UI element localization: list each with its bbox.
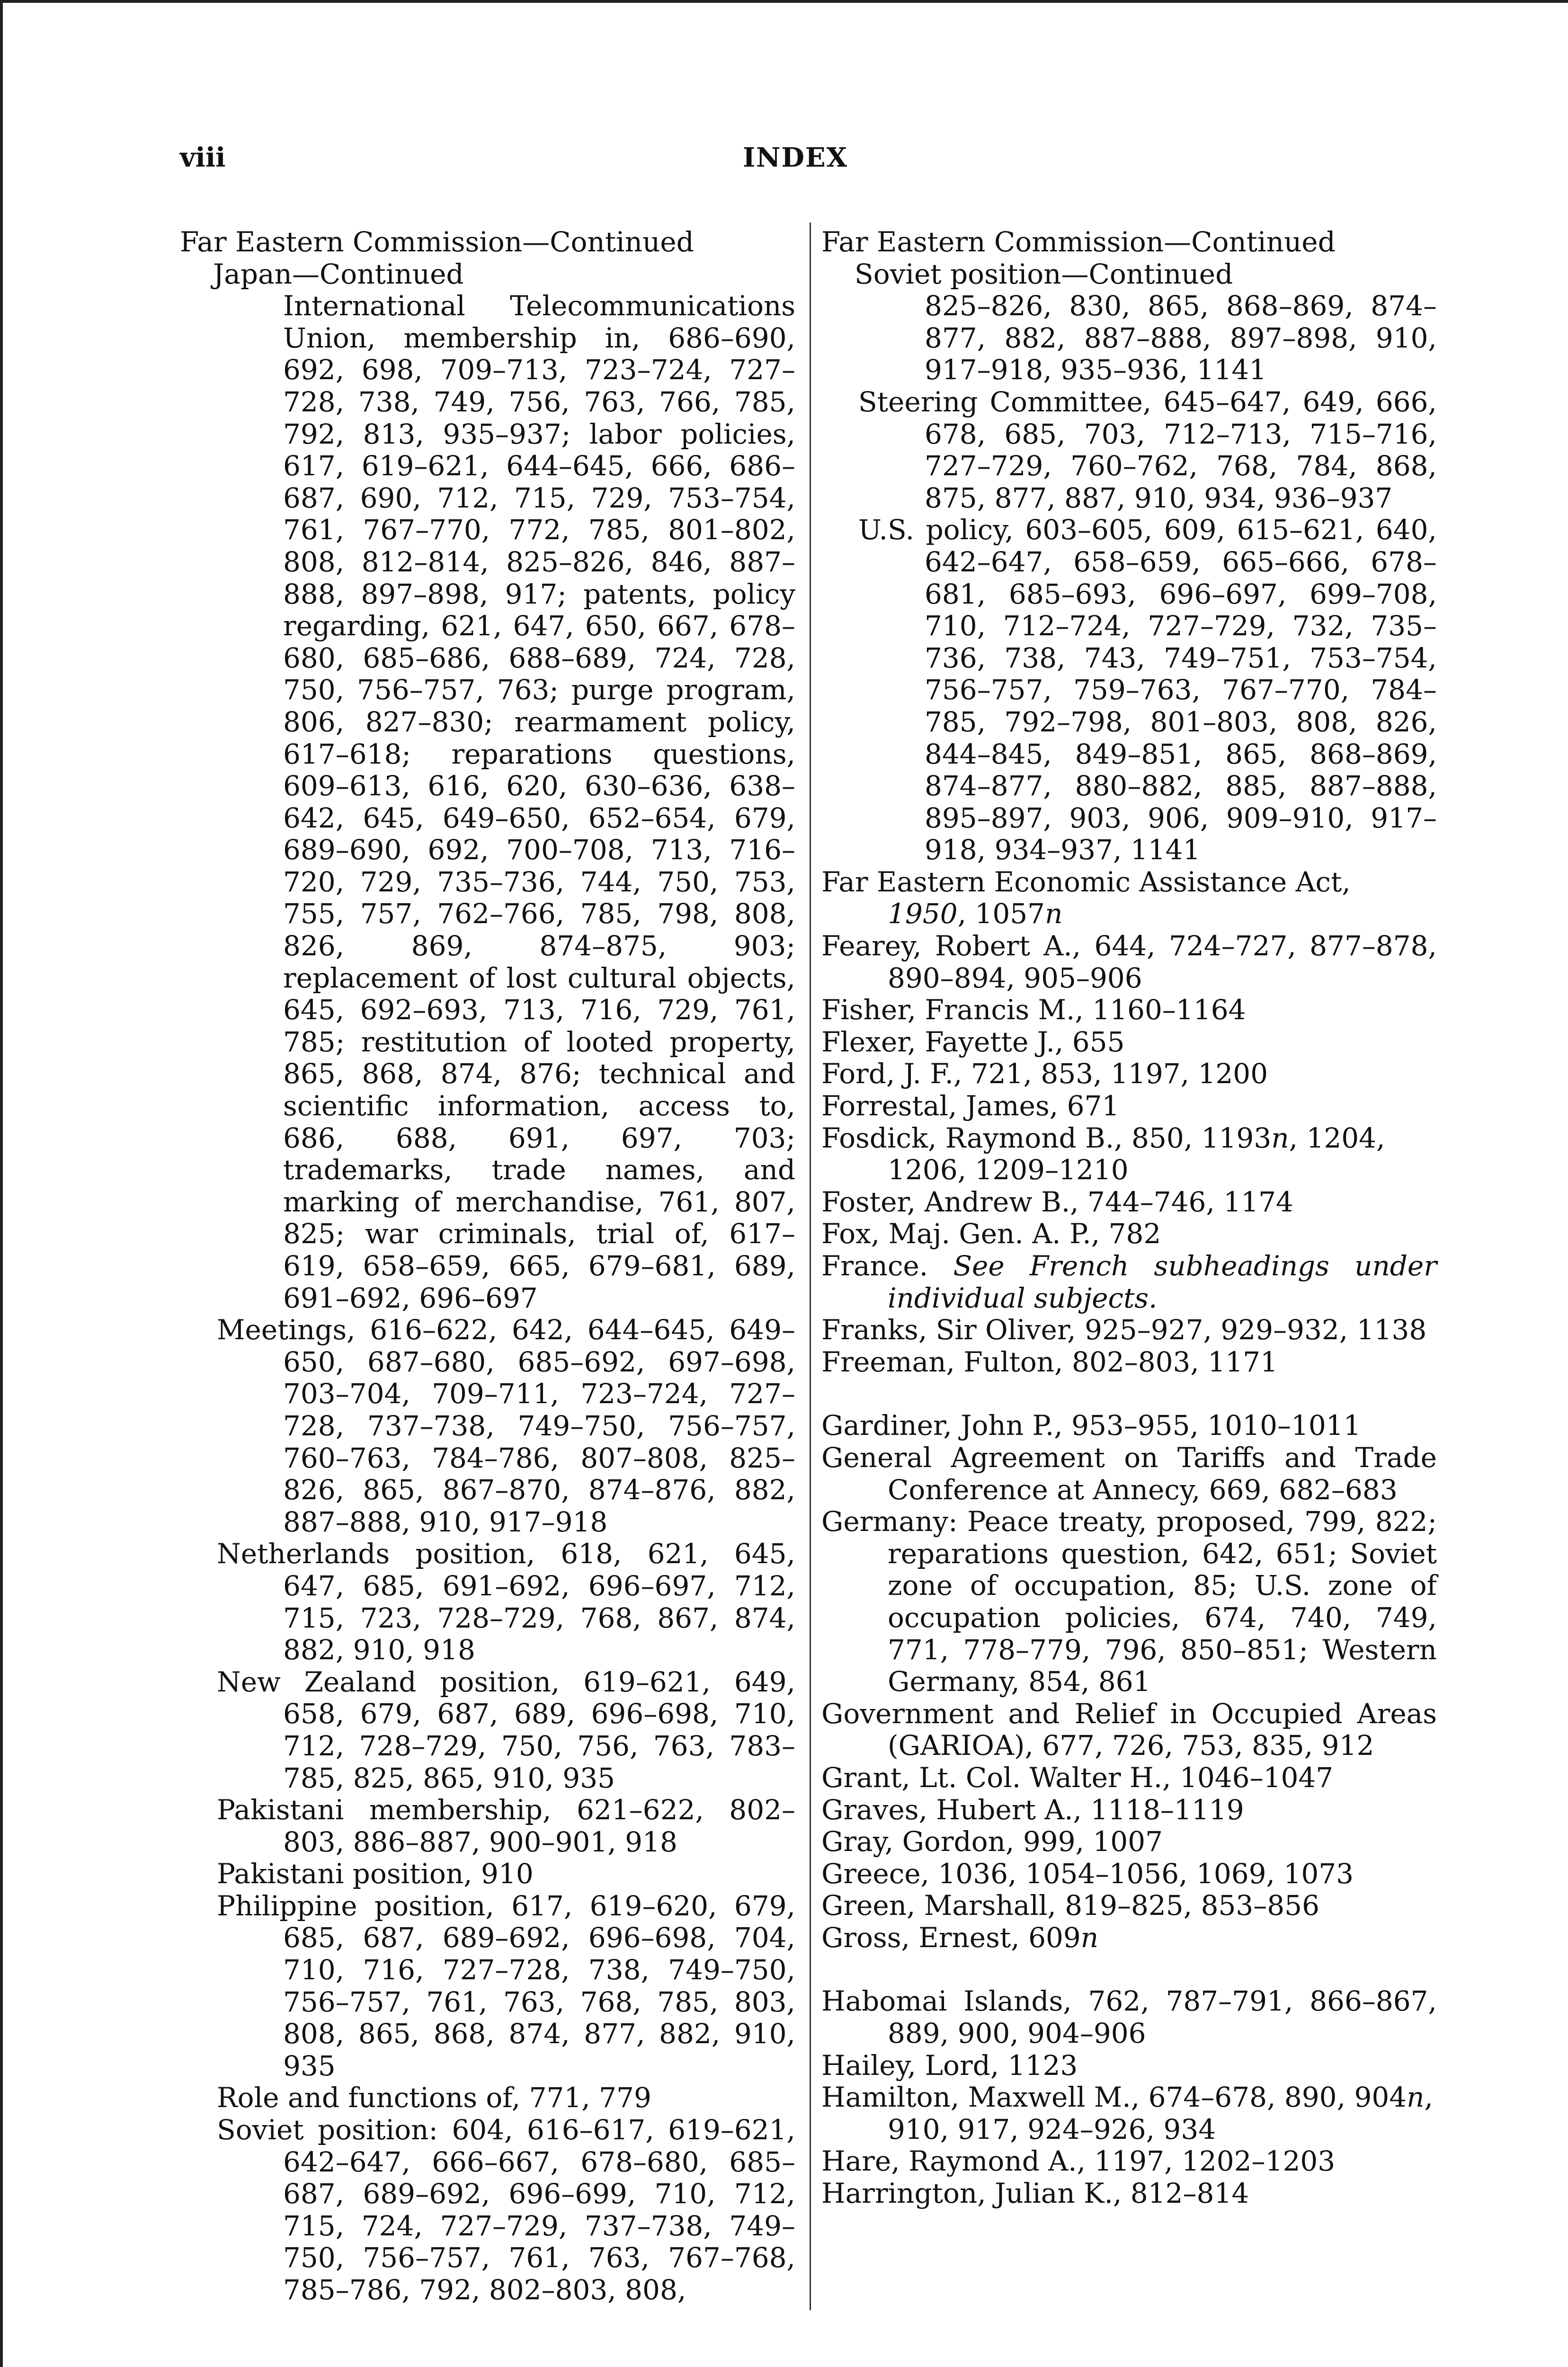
index-entry: Steering Committee, 645–647, 649, 666, 678, 685, 703, 712–713, 715–716, 727–729, 760–762, 768, 784, 868, 875, 877, 887, 910, 934, 936–937 [858, 385, 1437, 514]
entry-text: , 1057 [957, 898, 1045, 930]
entry-text: Fosdick, Raymond B., 850, 1193 [821, 1121, 1272, 1154]
index-entry: Habomai Islands, 762, 787–791, 866–867, 889, 900, 904–906 [821, 1985, 1437, 2050]
index-entry [821, 1250, 1437, 1314]
index-entry: Green, Marshall, 819–825, 853–856 [821, 1889, 1319, 1922]
index-heading: Far Eastern Commission—Continued [180, 226, 694, 258]
entry-note-marker: n [1271, 1121, 1289, 1154]
index-entry: Germany: Peace treaty, proposed, 799, 822; reparations question, 642, 651; Soviet zone of occupation, 85; U.S. zone of occupation policies, 674, 740, 749, 771, 778–779, 796, 850–851; Western Germany, 854, 861 [821, 1505, 1437, 1698]
letter-group-spacer [821, 1378, 1437, 1410]
index-entry: Franks, Sir Oliver, 925–927, 929–932, 1138 [821, 1314, 1427, 1346]
entry-text: France. [821, 1250, 953, 1282]
page-title: INDEX [742, 142, 848, 173]
index-entry: International Telecommunications Union, membership in, 686–690, 692, 698, 709–713, 723–724, 727–728, 738, 749, 756, 763, 766, 785, 792, 813, 935–937; labor policies, 617, 619–621, 644–645, 666, 686–687, 690, 712, 715, 729, 753–754, 761, 767–770, 772, 785, 801–802, 808, 812–814, 825–826, 846, 887–888, 897–898, 917; patents, policy regarding, 621, 647, 650, 667, 678–680, 685–686, 688–689, 724, 728, 750, 756–757, 763; purge program, 806, 827–830; rearmament policy, 617–618; reparations questions, 609–613, 616, 620, 630–636, 638–642, 645, 649–650, 652–654, 679, 689–690, 692, 700–708, 713, 716–720, 729, 735–736, 744, 750, 753, 755, 757, 762–766, 785, 798, 808, 826, 869, 874–875, 903; replacement of lost cultural objects, 645, 692–693, 713, 716, 729, 761, 785; restitution of looted property, 865, 868, 874, 876; technical and scientific information, access to, 686, 688, 691, 697, 703; trademarks, trade names, and marking of merchandise, 761, 807, 825; war criminals, trial of, 617–619, 658–659, 665, 679–681, 689, 691–692, 696–697 [283, 290, 795, 1314]
index-subheading: Soviet position—Continued [855, 258, 1233, 290]
index-entry: Hailey, Lord, 1123 [821, 2049, 1078, 2082]
index-entry: Fox, Maj. Gen. A. P., 782 [821, 1218, 1161, 1250]
entry-year: 1950 [888, 898, 958, 930]
index-entry: Meetings, 616–622, 642, 644–645, 649–650, 687–680, 685–692, 697–698, 703–704, 709–711, 723–724, 727–728, 737–738, 749–750, 756–757, 760–763, 784–786, 807–808, 825–826, 865, 867–870, 874–876, 882, 887–888, 910, 917–918 [217, 1314, 795, 1538]
index-entry: Graves, Hubert A., 1118–1119 [821, 1793, 1244, 1826]
index-entry: Ford, J. F., 721, 853, 1197, 1200 [821, 1058, 1268, 1090]
index-entry: Greece, 1036, 1054–1056, 1069, 1073 [821, 1857, 1354, 1890]
index-entry [821, 1922, 1437, 1954]
index-entry: Flexer, Fayette J., 655 [821, 1025, 1125, 1058]
index-entry: Hare, Raymond A., 1197, 1202–1203 [821, 2145, 1336, 2178]
index-entry: 825–826, 830, 865, 868–869, 874–877, 882, 887–888, 897–898, 910, 917–918, 935–936, 1141 [925, 290, 1437, 386]
index-entry: Fearey, Robert A., 644, 724–727, 877–878, 890–894, 905–906 [821, 930, 1437, 994]
index-column-left [180, 226, 795, 2306]
index-entry: Soviet position: 604, 616–617, 619–621, 642–647, 666–667, 678–680, 685–687, 689–692, 696–699, 710, 712, 715, 724, 727–729, 737–738, 749–750, 756–757, 761, 763, 767–768, 785–786, 792, 802–803, 808, [217, 2114, 795, 2306]
index-entry: Government and Relief in Occupied Areas (GARIOA), 677, 726, 753, 835, 912 [821, 1697, 1437, 1762]
index-entry [821, 2082, 1437, 2145]
index-entry: Pakistani membership, 621–622, 802–803, 886–887, 900–901, 918 [217, 1794, 795, 1858]
index-heading: Far Eastern Commission—Continued [821, 226, 1336, 258]
index-entry: New Zealand position, 619–621, 649, 658, 679, 687, 689, 696–698, 710, 712, 728–729, 750, 756, 763, 783–785, 825, 865, 910, 935 [217, 1665, 795, 1794]
index-entry: Forrestal, James, 671 [821, 1090, 1120, 1122]
entry-note-marker: n [1080, 1921, 1099, 1954]
entry-text: Far Eastern Economic Assistance Act, [821, 865, 1351, 898]
index-entry: General Agreement on Tariffs and Trade Conference at Annecy, 669, 682–683 [821, 1441, 1437, 1506]
index-entry: Role and functions of, 771, 779 [217, 2082, 651, 2114]
index-column-right [821, 226, 1437, 2210]
index-entry: Gray, Gordon, 999, 1007 [821, 1825, 1163, 1858]
page-number: viii [180, 142, 226, 173]
index-entry: U.S. policy, 603–605, 609, 615–621, 640, 642–647, 658–659, 665–666, 678–681, 685–693, 696–697, 699–708, 710, 712–724, 727–729, 732, 735–736, 738, 743, 749–751, 753–754, 756–757, 759–763, 767–770, 784–785, 792–798, 801–803, 808, 826, 844–845, 849–851, 865, 868–869, 874–877, 880–882, 885, 887–888, 895–897, 903, 906, 909–910, 917–918, 934–937, 1141 [858, 514, 1437, 866]
index-entry: Philippine position, 617, 619–620, 679, 685, 687, 689–692, 696–698, 704, 710, 716, 727–728, 738, 749–750, 756–757, 761, 763, 768, 785, 803, 808, 865, 868, 874, 877, 882, 910, 935 [217, 1889, 795, 2082]
index-entry: Netherlands position, 618, 621, 645, 647, 685, 691–692, 696–697, 712, 715, 723, 728–729, 768, 867, 874, 882, 910, 918 [217, 1538, 795, 1666]
entry-note-marker: n [1407, 2081, 1425, 2114]
entry-text: Hamilton, Maxwell M., 674–678, 890, 904 [821, 2081, 1407, 2114]
index-entry: Harrington, Julian K., 812–814 [821, 2177, 1249, 2210]
index-subheading: Japan—Continued [213, 258, 464, 290]
column-divider [810, 222, 811, 2310]
entry-text: Gross, Ernest, 609 [821, 1921, 1081, 1954]
page-header [180, 142, 1411, 185]
index-entry [821, 1122, 1437, 1186]
letter-group-spacer [821, 1954, 1437, 1985]
index-entry: Foster, Andrew B., 744–746, 1174 [821, 1185, 1293, 1218]
cross-reference: See French subheadings under individual subjects. [888, 1250, 1437, 1314]
index-entry: Grant, Lt. Col. Walter H., 1046–1047 [821, 1761, 1334, 1794]
index-entry: Gardiner, John P., 953–955, 1010–1011 [821, 1409, 1361, 1442]
index-entry [821, 866, 1437, 930]
entry-text: , 910, 917, 924–926, 934 [888, 2081, 1433, 2145]
entry-text: , 1204, 1206, 1209–1210 [888, 1121, 1385, 1186]
index-entry: Freeman, Fulton, 802–803, 1171 [821, 1345, 1278, 1378]
index-entry: Pakistani position, 910 [217, 1858, 534, 1890]
index-entry: Fisher, Francis M., 1160–1164 [821, 994, 1246, 1026]
entry-note-marker: n [1045, 898, 1063, 930]
